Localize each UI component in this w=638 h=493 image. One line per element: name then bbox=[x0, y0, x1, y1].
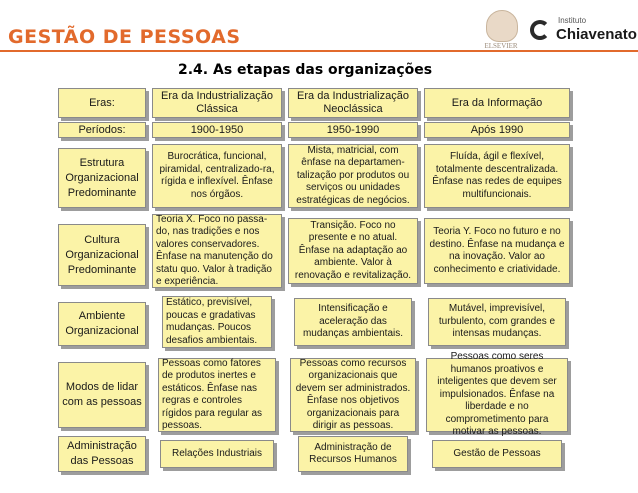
era-header-text: Era da Industrialização Neoclássica bbox=[297, 90, 409, 115]
era-header-text: Era da Industrialização Clássica bbox=[161, 90, 273, 115]
cell-text: Mista, matricial, com ênfase na departamen-talização por produtos ou serviços ou unidades estratégicas de negócios. bbox=[296, 144, 410, 206]
row-label-text: Cultura Organizacional Predominante bbox=[65, 233, 139, 276]
tree-icon bbox=[486, 10, 518, 42]
cell-text: Pessoas como fatores de produtos inertes e estáticos. Ênfase nas regras e controles rígidos para regular as pessoas. bbox=[162, 357, 263, 431]
cell-text: Burocrática, funcional, piramidal, centralizado-ra, rígida e inflexível. Ênfase nos órgãos. bbox=[159, 151, 275, 200]
cell-environment-information bbox=[428, 298, 566, 346]
row-label-environment bbox=[58, 302, 146, 346]
era-header-classic bbox=[152, 88, 282, 118]
cell-structure-neoclassic bbox=[288, 144, 418, 208]
row-label-people-handling bbox=[58, 362, 146, 428]
eras-label-cell bbox=[58, 88, 146, 118]
cell-culture-information bbox=[424, 218, 570, 284]
cell-culture-classic bbox=[152, 214, 282, 288]
row-label-text: Estrutura Organizacional Predominante bbox=[65, 156, 139, 199]
era-header-neoclassic bbox=[288, 88, 418, 118]
title-divider bbox=[0, 50, 638, 52]
cell-environment-neoclassic bbox=[294, 298, 412, 346]
elsevier-logo bbox=[478, 10, 524, 52]
cell-text: Teoria X. Foco no passa-do, nas tradições e nos valores conservadores. Ênfase na manutenção do statu quo. Valor à tradição e experiência. bbox=[156, 213, 273, 287]
page-title: GESTÃO DE PESSOAS bbox=[8, 26, 241, 48]
cell-people-admin-information bbox=[432, 440, 562, 468]
era-header-text: Era da Informação bbox=[451, 96, 543, 109]
period-text: Após 1990 bbox=[470, 123, 524, 136]
periods-label-cell bbox=[58, 122, 146, 138]
cell-people-handling-neoclassic bbox=[290, 358, 416, 432]
cell-text: Mutável, imprevisível, turbulento, com grandes e intensas mudanças. bbox=[438, 303, 556, 340]
row-label-culture bbox=[58, 224, 146, 286]
periods-label: Períodos: bbox=[78, 123, 126, 136]
cell-environment-classic bbox=[162, 296, 272, 348]
period-cell-neoclassic bbox=[288, 122, 418, 138]
cell-text: Intensificação e aceleração das mudanças ambientais. bbox=[302, 303, 404, 340]
cell-text: Gestão de Pessoas bbox=[453, 447, 541, 459]
cell-people-admin-neoclassic bbox=[298, 436, 408, 472]
cell-people-handling-classic bbox=[158, 358, 276, 432]
period-text: 1950-1990 bbox=[326, 123, 380, 136]
cell-text: Transição. Foco no presente e no atual. Ênfase na adaptação ao ambiente. Valor à renovação e revitalização. bbox=[294, 219, 412, 281]
cell-text: Relações Industriais bbox=[171, 447, 263, 459]
row-label-text: Administração das Pessoas bbox=[67, 440, 137, 467]
row-label-text: Modos de lidar com as pessoas bbox=[62, 381, 142, 408]
cell-people-handling-information bbox=[426, 351, 568, 438]
elsevier-logo-text: ELSEVIER bbox=[484, 42, 518, 50]
cell-text: Administração de Recursos Humanos bbox=[309, 441, 397, 465]
cell-text: Pessoas como seres humanos proativos e inteligentes que devem ser impulsionados. Ênfase na liberdade e no comprometimento para motivar as pessoas. bbox=[437, 351, 557, 438]
period-cell-classic bbox=[152, 122, 282, 138]
section-subtitle: 2.4. As etapas das organizações bbox=[178, 62, 433, 78]
cell-text: Fluída, ágil e flexível, totalmente descentralizada. Ênfase nas redes de equipes multifuncionais. bbox=[432, 151, 562, 200]
chiavenato-logo-small: Instituto bbox=[558, 16, 587, 25]
eras-label: Eras: bbox=[89, 96, 115, 109]
cell-text: Teoria Y. Foco no futuro e no destino. Ênfase na mudança e na inovação. Valor ao conhecimento e criatividade. bbox=[429, 226, 565, 275]
cell-people-admin-classic bbox=[160, 440, 274, 468]
period-text: 1900-1950 bbox=[190, 123, 244, 136]
chiavenato-mark-icon bbox=[530, 20, 550, 40]
cell-structure-information bbox=[424, 144, 570, 208]
row-label-people-admin bbox=[58, 436, 146, 472]
chiavenato-logo bbox=[530, 14, 637, 48]
cell-text: Estático, previsível, poucas e gradativas mudanças. Poucos desafios ambientais. bbox=[166, 297, 258, 346]
row-label-structure bbox=[58, 148, 146, 208]
cell-text: Pessoas como recursos organizacionais que devem ser administrados. Ênfase nos objetivos organizacionais para dirigir as pessoas. bbox=[295, 357, 411, 431]
cell-culture-neoclassic bbox=[288, 218, 418, 284]
row-label-text: Ambiente Organizacional bbox=[65, 310, 139, 337]
period-cell-information bbox=[424, 122, 570, 138]
chiavenato-logo-name: Chiavenato bbox=[556, 26, 637, 43]
era-header-information bbox=[424, 88, 570, 118]
cell-structure-classic bbox=[152, 144, 282, 208]
